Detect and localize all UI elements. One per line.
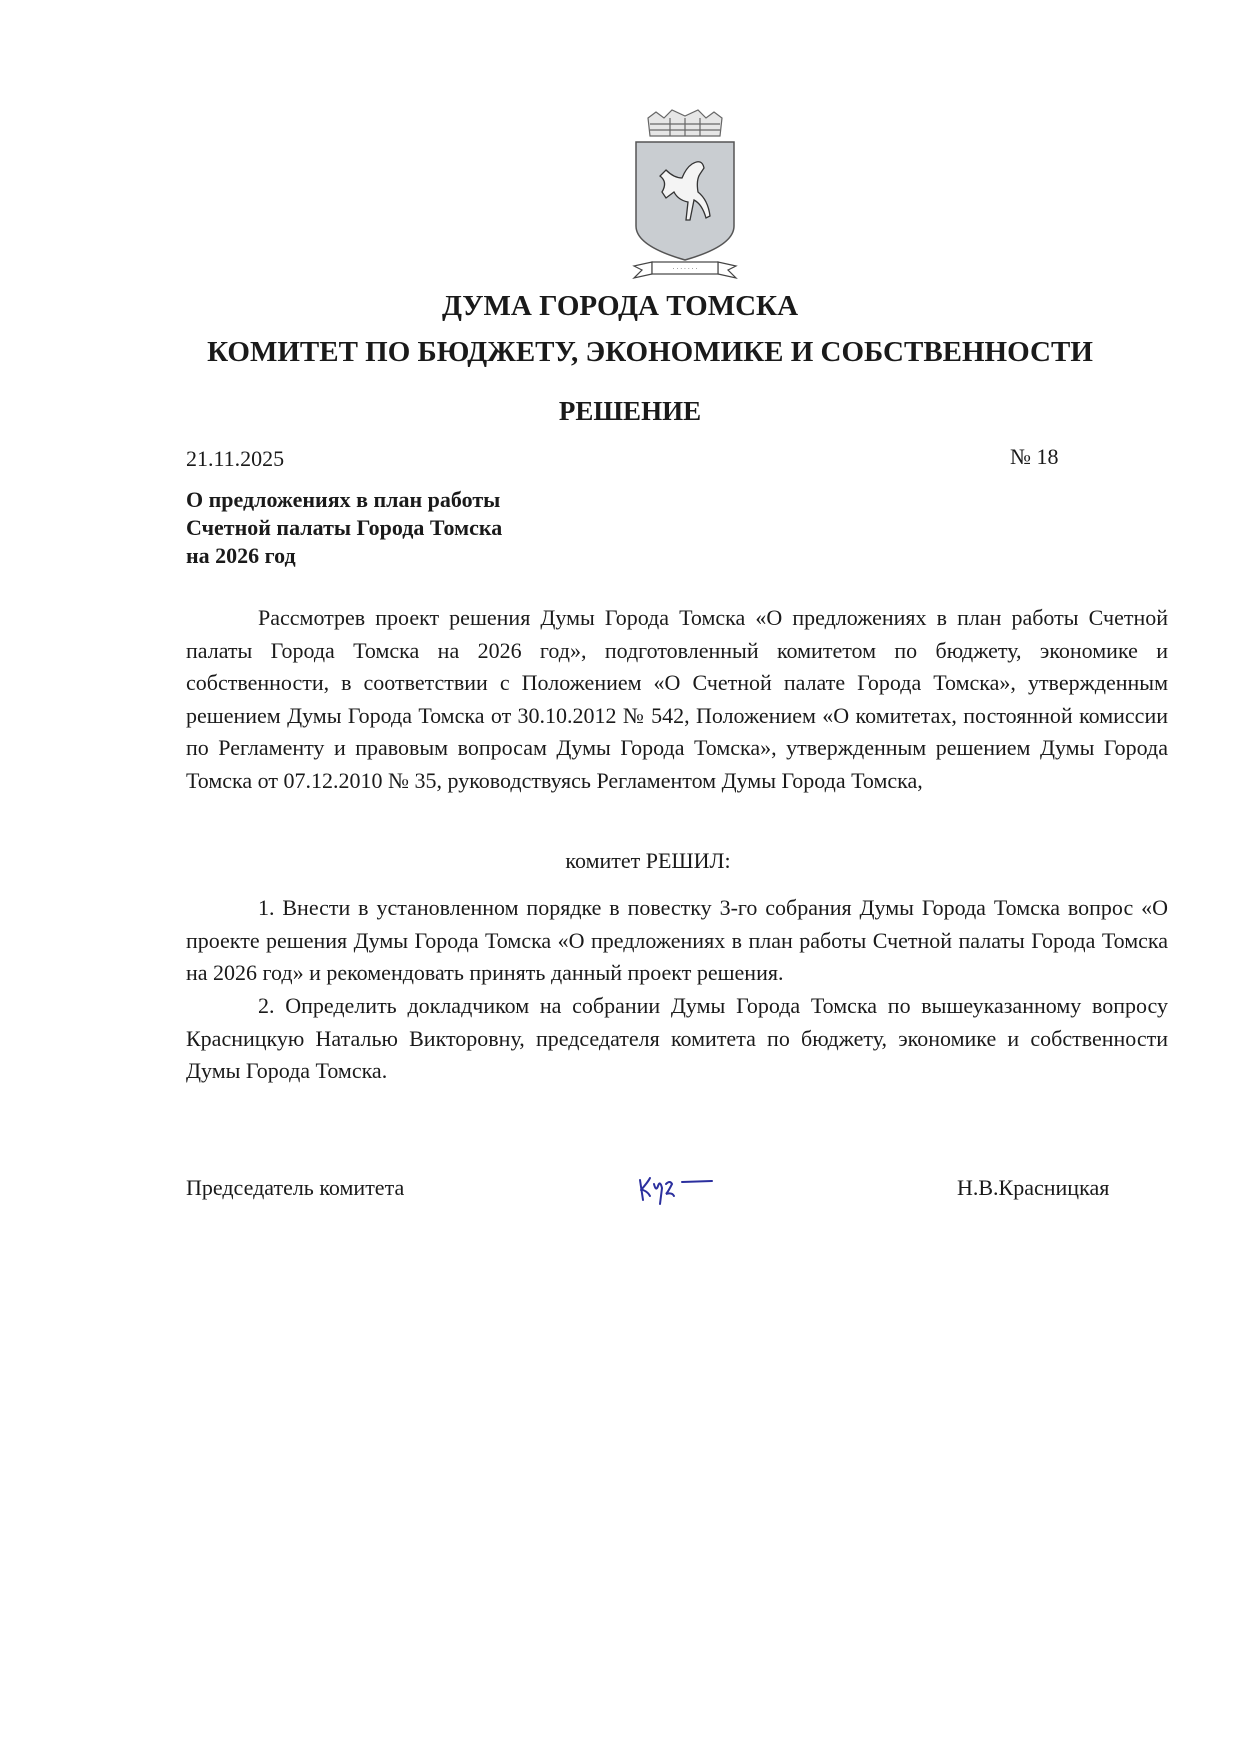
document-date: 21.11.2025 [186, 446, 285, 471]
svg-text:· · · · · · ·: · · · · · · · [672, 266, 698, 273]
subject-line: О предложениях в план работы [186, 487, 501, 512]
document-number: № 18 [1010, 444, 1059, 469]
resolved-heading: комитет РЕШИЛ: [565, 848, 731, 873]
signatory-role: Председатель комитета [186, 1175, 405, 1200]
document-subject [186, 486, 502, 570]
organization-title: ДУМА ГОРОДА ТОМСКА [441, 290, 799, 322]
coat-of-arms-icon [630, 108, 740, 283]
committee-title: КОМИТЕТ ПО БЮДЖЕТУ, ЭКОНОМИКЕ И СОБСТВЕННОСТИ [207, 336, 1093, 368]
subject-line: на 2026 год [186, 543, 296, 568]
subject-line: Счетной палаты Города Томска [186, 515, 503, 540]
intro-paragraph: Рассмотрев проект решения Думы Города Томска «О предложениях в план работы Счетной палаты Города Томска на 2026 год», подготовленный комитетом по бюджету, экономике и собственности, в соответствии с Положением «О Счетной палате Города Томска», утвержденным решением Думы Города Томска от 30.10.2012 № 542, Положением «О комитетах, постоянной комиссии по Регламенту и правовым вопросам Думы Города Томска», утвержденным решением Думы Города Томска от 07.12.2010 № 35, руководствуясь Регламентом Думы Города Томска, [186, 605, 1168, 793]
resolution-item-1: 1. Внести в установленном порядке в повестку 3-го собрания Думы Города Томска вопрос «О проекте решения Думы Города Томска «О предложениях в план работы Счетной палаты Города Томска на 2026 год» и рекомендовать принять данный проект решения. [186, 895, 1168, 985]
signatory-name: Н.В.Красницкая [957, 1175, 1110, 1200]
handwritten-signature-icon [636, 1170, 716, 1206]
resolution-item-2: 2. Определить докладчиком на собрании Думы Города Томска по вышеуказанному вопросу Красницкую Наталью Викторовну, председателя комитета по бюджету, экономике и собственности Думы Города Томска. [186, 993, 1168, 1083]
document-type-title: РЕШЕНИЕ [558, 396, 702, 426]
